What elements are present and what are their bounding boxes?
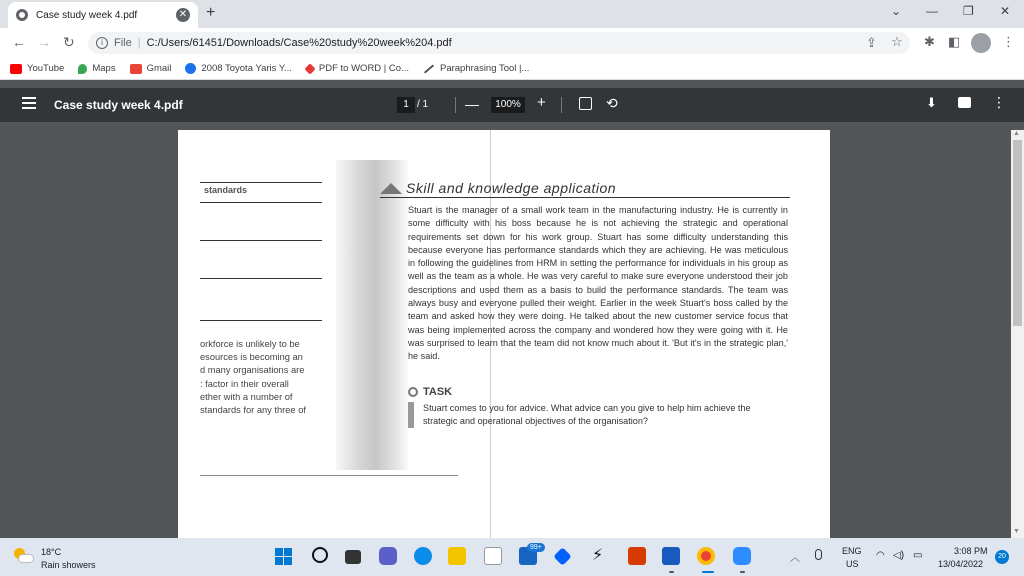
bookmark-youtube[interactable] xyxy=(10,63,64,74)
heart-icon xyxy=(304,63,315,74)
section-header xyxy=(380,180,790,198)
extensions-icon[interactable]: ✱ xyxy=(924,34,935,49)
bookmark-star-icon[interactable]: ☆ xyxy=(891,34,903,49)
forward-icon[interactable]: → xyxy=(37,34,51,50)
maps-pin-icon xyxy=(78,64,87,74)
sidepanel-icon[interactable]: ◧ xyxy=(948,34,961,49)
bookmark-pdf-to-word[interactable] xyxy=(306,63,409,74)
toolbar-divider xyxy=(561,97,562,113)
region[interactable]: US xyxy=(846,559,859,569)
office-icon[interactable] xyxy=(628,547,646,565)
bookmark-label: Paraphrasing Tool |... xyxy=(439,63,530,74)
margin-text xyxy=(200,338,318,417)
browser-tab[interactable] xyxy=(8,2,198,28)
margin-line: ether with a number of xyxy=(200,391,293,402)
bottom-rule xyxy=(200,475,458,476)
more-options-icon[interactable]: ⋮ xyxy=(992,94,1006,110)
pdf-page xyxy=(178,130,830,538)
clock-time[interactable]: 3:08 PM xyxy=(954,546,988,556)
close-window-button[interactable]: ✕ xyxy=(1000,4,1011,18)
profile-avatar[interactable] xyxy=(971,33,991,53)
margin-rule xyxy=(200,202,322,203)
running-indicator xyxy=(740,571,745,573)
active-indicator xyxy=(702,571,714,573)
section-title: Skill and knowledge application xyxy=(406,180,617,196)
weather-condition[interactable]: Rain showers xyxy=(41,560,96,570)
bookmark-label: Maps xyxy=(92,63,116,74)
file-explorer-icon[interactable] xyxy=(448,547,466,565)
url-text: C:/Users/61451/Downloads/Case%20study%20week%204.pdf xyxy=(146,37,452,49)
clock-date[interactable]: 13/04/2022 xyxy=(938,559,984,569)
case-study-body: Stuart is the manager of a small work team in the manufacturing industry. He is currently in some difficulty with his boss because he is not achieving the strategic and operational requirements set down for his work group. Stuart has some difficulty understanding this because everyone has performance standards which they are achieving. He was meticulous in following the guidelines from HRM in setting the performance for individuals in his group as well as the team as a whole. He was very careful to make sure everyone understood their job descriptions and used them as a basis to build the performance standards. The team was always busy and everyone pulled their weight. Earlier in the week Stuart's boss called by the team and asked how they were doing. He talked about the new customer service focus that was being implemented across the company and wondered how they were going with it. He was surprised to learn that the team did not know much about it. 'But it's in the strategic plan,' he said. xyxy=(408,205,788,362)
menu-dots-icon[interactable]: ⋮ xyxy=(1002,34,1015,49)
margin-rule xyxy=(200,320,322,321)
minimize-button[interactable]: — xyxy=(926,4,938,18)
fit-page-icon[interactable] xyxy=(579,97,592,110)
pen-icon xyxy=(424,64,434,73)
margin-label: standards xyxy=(204,185,248,195)
zoom-out-button[interactable]: — xyxy=(465,96,479,112)
bookmark-paraphrasing[interactable] xyxy=(423,63,529,74)
site-icon xyxy=(185,63,196,74)
bookmark-gmail[interactable] xyxy=(130,63,172,74)
notification-badge[interactable]: 20 xyxy=(995,550,1009,564)
bookmark-label: YouTube xyxy=(27,63,65,74)
margin-line: orkforce is unlikely to be xyxy=(200,339,300,349)
print-icon[interactable] xyxy=(958,97,971,108)
wifi-icon[interactable]: ◠ xyxy=(876,550,885,561)
address-bar[interactable] xyxy=(88,32,910,54)
language[interactable]: ENG xyxy=(842,546,862,556)
toolbar-divider xyxy=(455,97,456,113)
margin-line: standards for any three of xyxy=(200,405,306,416)
tab-close-icon[interactable]: ✕ xyxy=(176,8,190,22)
bookmark-toyota[interactable] xyxy=(185,63,292,74)
bookmark-label: 2008 Toyota Yaris Y... xyxy=(201,63,292,74)
scrollbar-thumb[interactable] xyxy=(1013,140,1022,326)
youtube-icon xyxy=(10,64,22,74)
volume-icon[interactable]: ◁) xyxy=(893,550,905,561)
tab-search-icon[interactable]: ⌄ xyxy=(891,4,902,18)
back-icon[interactable]: ← xyxy=(12,34,26,50)
bookmark-label: Gmail xyxy=(146,63,172,74)
margin-line: esources is becoming an xyxy=(200,352,303,363)
temperature[interactable]: 18°C xyxy=(41,547,62,557)
page-fold-shadow xyxy=(336,160,408,470)
store-icon[interactable] xyxy=(484,547,502,565)
bookmarks-bar xyxy=(0,58,1024,80)
info-icon[interactable]: i xyxy=(96,37,108,49)
zoom-in-button[interactable]: + xyxy=(537,94,546,111)
margin-line: d many organisations are xyxy=(200,365,305,376)
new-tab-button[interactable]: + xyxy=(206,4,216,21)
url-separator: | xyxy=(137,37,141,49)
tray-expand-icon[interactable]: ︿ xyxy=(790,553,800,564)
zoom-app-icon[interactable] xyxy=(733,547,751,565)
edge-icon[interactable] xyxy=(414,547,432,565)
mail-badge: 99+ xyxy=(527,543,545,552)
scroll-up-icon[interactable]: ▲ xyxy=(1013,130,1020,137)
weather-icon[interactable] xyxy=(14,548,34,566)
microphone-icon[interactable] xyxy=(815,549,822,560)
battery-icon[interactable]: ▭ xyxy=(913,550,923,561)
chrome-icon[interactable] xyxy=(697,547,715,565)
document-title: Case study week 4.pdf xyxy=(54,98,183,112)
task-heading-text: TASK xyxy=(423,386,453,398)
windows-start-icon[interactable] xyxy=(275,548,292,565)
task-bar xyxy=(408,402,414,428)
download-icon[interactable]: ⬇ xyxy=(926,95,937,110)
globe-icon xyxy=(16,9,28,21)
margin-line: : factor in their overall xyxy=(200,378,289,389)
url-scheme: File xyxy=(114,37,132,49)
restore-button[interactable]: ❐ xyxy=(963,4,974,18)
triangle-icon xyxy=(380,183,402,194)
margin-rule xyxy=(200,240,322,241)
word-icon[interactable] xyxy=(662,547,680,565)
task-icon xyxy=(408,387,418,397)
chat-icon[interactable] xyxy=(379,547,397,565)
rotate-icon[interactable]: ⟲ xyxy=(606,95,618,111)
margin-rule xyxy=(200,182,322,183)
reload-icon[interactable]: ↻ xyxy=(63,34,75,50)
tab-title: Case study week 4.pdf xyxy=(36,9,138,21)
search-icon[interactable] xyxy=(312,547,328,563)
running-indicator xyxy=(669,571,674,573)
zoom-input[interactable]: 100% xyxy=(491,97,525,113)
bookmark-maps[interactable] xyxy=(78,63,115,74)
page-total: / 1 xyxy=(417,99,429,110)
page-number-input[interactable]: 1 xyxy=(397,97,415,113)
taskbar xyxy=(0,538,1024,576)
menu-icon[interactable] xyxy=(22,97,36,109)
bookmark-label: PDF to WORD | Co... xyxy=(318,63,409,74)
task-text: Stuart comes to you for advice. What advice can you give to help him achieve the strategic and operational objectives of the organisation? xyxy=(423,403,751,427)
gmail-icon xyxy=(130,64,142,74)
scroll-down-icon[interactable]: ▼ xyxy=(1013,528,1020,535)
bolt-icon[interactable]: ⚡ xyxy=(592,547,604,564)
task-heading xyxy=(408,386,452,398)
task-view-icon[interactable] xyxy=(345,550,361,564)
share-icon[interactable]: ⇪ xyxy=(866,35,877,50)
margin-rule xyxy=(200,278,322,279)
